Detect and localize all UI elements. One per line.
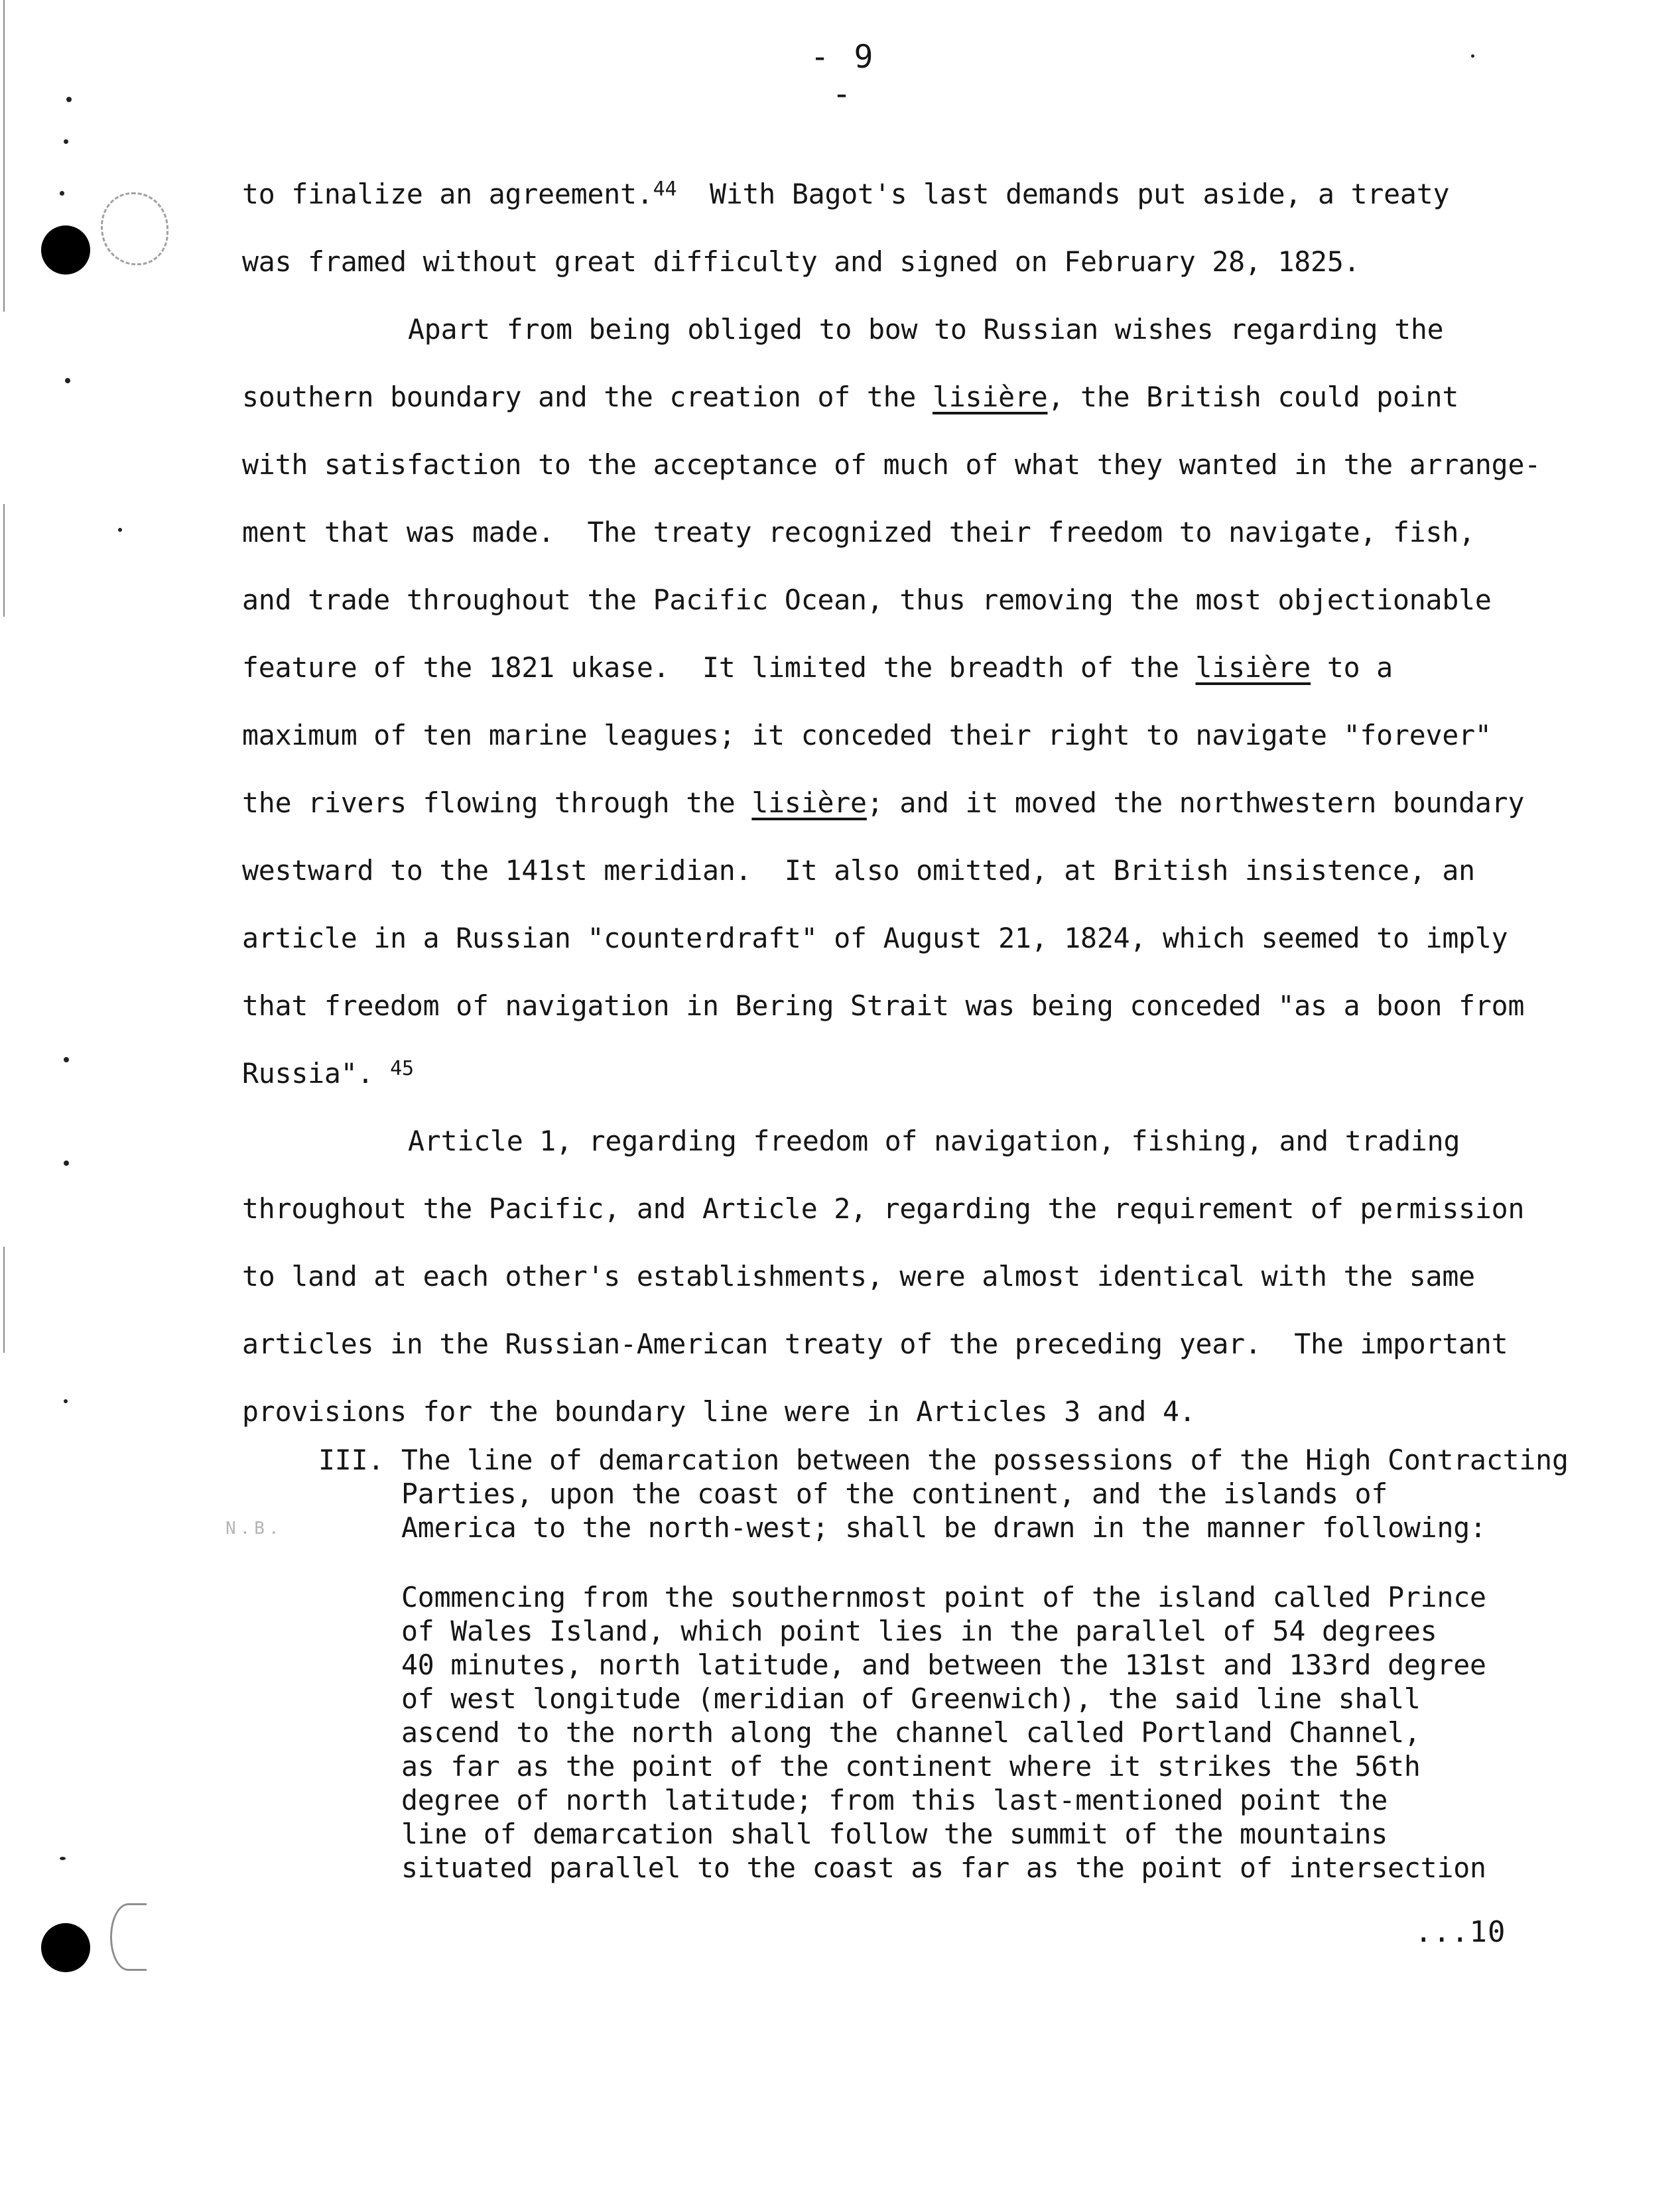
article-3-heading xyxy=(318,1443,1612,1544)
text-line xyxy=(242,634,1608,702)
article-heading-line xyxy=(318,1443,1612,1477)
article-body-line: as far as the point of the continent where it strikes the 56th xyxy=(401,1750,1421,1783)
page-number: - 9 - xyxy=(810,38,876,113)
scan-edge-line xyxy=(3,1247,5,1353)
text-line: westward to the 141st meridian. It also omitted, at British insistence, an xyxy=(242,854,1475,887)
scan-speck xyxy=(66,97,72,102)
scan-speck xyxy=(65,378,70,383)
scan-edge-line xyxy=(3,0,5,312)
article-body-line: of Wales Island, which point lies in the parallel of 54 degrees xyxy=(401,1615,1437,1647)
text-run: to a xyxy=(1311,651,1393,684)
text-line: maximum of ten marine leagues; it conceded their right to navigate "forever" xyxy=(242,719,1492,751)
text-line: throughout the Pacific, and Article 2, regarding the requirement of permission xyxy=(242,1192,1525,1225)
text-line xyxy=(242,769,1608,837)
underlined-term: lisière xyxy=(751,786,867,819)
footnote-marker: 44 xyxy=(653,178,677,201)
scan-speck xyxy=(64,1161,69,1166)
scan-speck xyxy=(60,191,64,196)
text-line: Article 1, regarding freedom of navigation, fishing, and trading xyxy=(408,1125,1460,1157)
text-line: and trade throughout the Pacific Ocean, thus removing the most objectionable xyxy=(242,584,1492,616)
text-line: that freedom of navigation in Bering Strait was being conceded "as a boon from xyxy=(242,989,1525,1022)
paragraph xyxy=(242,1107,1608,1446)
margin-note: N.B. xyxy=(226,1519,283,1538)
article-body-line: situated parallel to the coast as far as the point of intersection xyxy=(401,1852,1486,1884)
paragraph xyxy=(242,296,1608,1107)
footnote-marker: 45 xyxy=(390,1057,414,1080)
text-run: the rivers flowing through the xyxy=(242,786,752,819)
article-body-line: degree of north latitude; from this last-mentioned point the xyxy=(401,1784,1388,1816)
underlined-term: lisière xyxy=(1195,651,1311,684)
scan-speck xyxy=(64,1399,68,1403)
article-heading-line: America to the north-west; shall be drawn in the manner following: xyxy=(401,1511,1486,1544)
text-line xyxy=(242,160,1608,228)
article-body-line: line of demarcation shall follow the summit of the mountains xyxy=(401,1818,1388,1850)
text-line: provisions for the boundary line were in Articles 3 and 4. xyxy=(242,1395,1196,1428)
scan-speck xyxy=(64,1057,69,1062)
scan-speck xyxy=(64,139,68,144)
text-run: Russia". xyxy=(242,1057,391,1090)
text-line: article in a Russian "counterdraft" of August 21, 1824, which seemed to imply xyxy=(242,922,1508,954)
text-line xyxy=(242,1040,1608,1107)
paragraph xyxy=(242,160,1608,296)
article-body-line: ascend to the north along the channel called Portland Channel, xyxy=(401,1716,1421,1749)
stamp-mark xyxy=(110,1903,147,1971)
article-heading-line: Parties, upon the coast of the continent, and the islands of xyxy=(401,1477,1388,1510)
text-line: was framed without great difficulty and signed on February 28, 1825. xyxy=(242,245,1360,278)
punch-hole xyxy=(41,225,90,275)
body-text xyxy=(242,160,1608,1446)
text-run: With Bagot's last demands put aside, a treaty xyxy=(677,178,1450,210)
text-run: to finalize an agreement. xyxy=(242,178,653,210)
punch-hole xyxy=(41,1923,90,1972)
article-body-line: of west longitude (meridian of Greenwich), the said line shall xyxy=(401,1682,1421,1715)
article-body-line: 40 minutes, north latitude, and between the 131st and 133rd degree xyxy=(401,1649,1486,1681)
scan-edge-line xyxy=(3,504,5,617)
text-run: ; and it moved the northwestern boundary xyxy=(866,786,1525,819)
text-line: with satisfaction to the acceptance of much of what they wanted in the arrange- xyxy=(242,448,1541,481)
text-line xyxy=(242,363,1608,431)
scan-speck xyxy=(1471,54,1474,58)
continuation-marker: ...10 xyxy=(1415,1915,1506,1949)
text-run: southern boundary and the creation of the xyxy=(242,381,933,413)
underlined-term: lisière xyxy=(932,381,1048,413)
scan-speck xyxy=(118,528,122,532)
article-number: III. xyxy=(318,1444,385,1476)
text-line: articles in the Russian-American treaty of the preceding year. The important xyxy=(242,1328,1508,1360)
text-line: to land at each other's establishments, were almost identical with the same xyxy=(242,1260,1475,1292)
text-run: feature of the 1821 ukase. It limited the breadth of the xyxy=(242,651,1196,684)
scan-speck xyxy=(60,1857,66,1860)
article-heading-text: The line of demarcation between the possessions of the High Contracting xyxy=(401,1444,1569,1476)
text-run: , the British could point xyxy=(1047,381,1459,413)
text-line: ment that was made. The treaty recognized their freedom to navigate, fish, xyxy=(242,516,1475,548)
stamp-mark xyxy=(101,192,168,265)
article-body-line: Commencing from the southernmost point of the island called Prince xyxy=(401,1581,1486,1613)
text-line: Apart from being obliged to bow to Russian wishes regarding the xyxy=(408,313,1444,345)
article-3-body xyxy=(401,1580,1628,1885)
